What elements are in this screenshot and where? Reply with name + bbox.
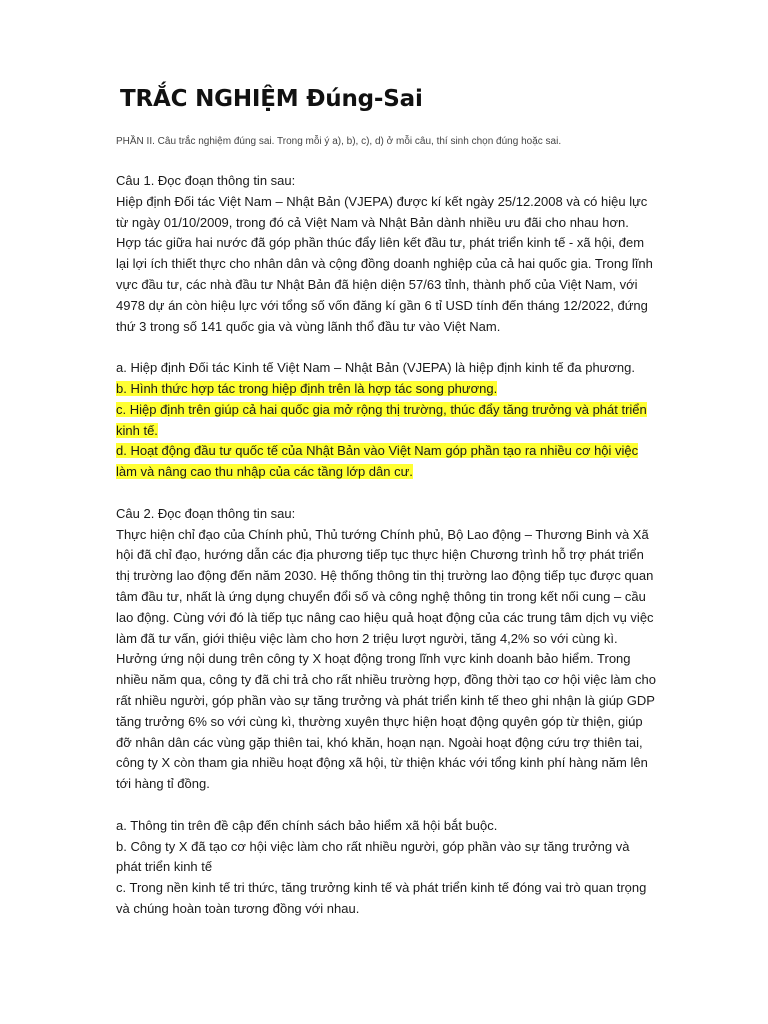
question-1-passage-line: Hiệp định Đối tác Việt Nam – Nhật Bản (VJEPA) được kí kết ngày 25/12.2008 và có hiệu lực (116, 193, 648, 209)
question-1-option-d: d. Hoạt động đầu tư quốc tế của Nhật Bản vào Việt Nam góp phần tạo ra nhiều cơ hội việc (116, 443, 639, 459)
section-instructions: PHẦN II. Câu trắc nghiệm đúng sai. Trong mỗi ý a), b), c), d) ở mỗi câu, thí sinh chọn đúng hoặc sai. (116, 136, 562, 147)
question-2-passage-line: tâm đầu tư, nhất là ứng dụng chuyển đổi số và công nghệ thông tin trong kết nối cung – cầu (116, 588, 646, 604)
question-2-passage-line: Hưởng ứng nội dung trên công ty X hoạt động trong lĩnh vực kinh doanh bảo hiểm. Trong (116, 651, 631, 667)
question-2-option-b: b. Công ty X đã tạo cơ hội việc làm cho rất nhiều người, góp phần vào sự tăng trưởng và (116, 838, 630, 854)
question-2-passage-line: làm đã tư vấn, giới thiệu việc làm cho hơn 2 triệu lượt người, tăng 4,2% so với cùng kì. (116, 630, 618, 646)
question-2-passage-line: hội đã chỉ đạo, hướng dẫn các địa phương tiếp tục thực hiện Chương trình hỗ trợ phát triển (116, 547, 644, 563)
question-2-passage-line: đỡ nhân dân các vùng gặp thiên tai, khó khăn, hoạn nạn. Ngoài hoạt động cứu trợ thiên tai, (116, 734, 643, 750)
question-2-passage-line: Thực hiện chỉ đạo của Chính phủ, Thủ tướng Chính phủ, Bộ Lao động – Thương Binh và Xã (116, 526, 649, 542)
question-1-passage-line: 4978 dự án còn hiệu lực với tổng số vốn đăng kí gần 6 tỉ USD tính đến tháng 12/2022, đứng (116, 297, 648, 313)
question-2-option-c-cont: và chúng hoàn toàn tương đồng với nhau. (116, 900, 360, 916)
question-1-option-a: a. Hiệp định Đối tác Kinh tế Việt Nam – Nhật Bản (VJEPA) là hiệp định kinh tế đa phương. (116, 360, 635, 376)
question-1-option-b: b. Hình thức hợp tác trong hiệp định trên là hợp tác song phương. (116, 380, 498, 396)
question-2-passage-line: thị trường lao động đến năm 2030. Hệ thống thông tin thị trường lao động tiếp tục được quan (116, 568, 654, 584)
question-2-passage-line: rất nhiều người, góp phần vào sự tăng trưởng và phát triển kinh tế theo ghi nhận là giúp GDP (116, 692, 655, 708)
spacer (116, 483, 656, 504)
question-2-option-c: c. Trong nền kinh tế tri thức, tăng trưởng kinh tế và phát triển kinh tế đóng vai trò quan trọng (116, 880, 647, 896)
question-2-passage-line: lao động. Cùng với đó là tiếp tục nâng cao hiệu quả hoạt động của các trung tâm dịch vụ việc (116, 609, 654, 625)
document-body (116, 171, 656, 920)
question-1-heading: Câu 1. Đọc đoạn thông tin sau: (116, 173, 296, 188)
question-2-passage-line: tới hàng tỉ đồng. (116, 776, 210, 792)
document-title: TRẮC NGHIỆM Đúng-Sai (120, 86, 423, 112)
question-1-passage-line: từ ngày 01/10/2009, trong đó cả Việt Nam và Nhật Bản dành nhiều ưu đãi cho nhau hơn. (116, 214, 629, 230)
spacer (116, 795, 656, 816)
question-2-option-a: a. Thông tin trên đề cập đến chính sách bảo hiểm xã hội bắt buộc. (116, 817, 498, 833)
question-2-passage-line: công ty X còn tham gia nhiều hoạt động xã hội, từ thiện khác với tổng kinh phí hàng năm lên (116, 755, 648, 771)
question-1-option-c: c. Hiệp định trên giúp cả hai quốc gia mở rộng thị trường, thúc đẩy tăng trưởng và phát triển (116, 401, 647, 417)
question-2-passage-line: tăng trưởng 6% so với cùng kì, thường xuyên thực hiện hoạt động quyên góp từ thiện, giúp (116, 713, 643, 729)
question-1-passage-line: lại lợi ích thiết thực cho nhân dân và cộng đồng doanh nghiệp của cả hai quốc gia. Trong lĩnh (116, 256, 653, 272)
question-2-passage-line: nhiều năm qua, công ty đã chi trả cho rất nhiều trường hợp, đồng thời tạo cơ hội việc làm cho (116, 672, 656, 688)
question-2-heading: Câu 2. Đọc đoạn thông tin sau: (116, 505, 296, 521)
question-1-passage-line: thứ 3 trong số 141 quốc gia và vùng lãnh thổ đầu tư vào Việt Nam. (116, 318, 501, 334)
question-1-passage-line: Hợp tác giữa hai nước đã góp phần thúc đẩy liên kết đầu tư, phát triển kinh tế - xã hội, đem (116, 235, 645, 251)
question-1-option-c-cont: kinh tế. (116, 422, 158, 438)
question-1-option-d-cont: làm và nâng cao thu nhập của các tầng lớp dân cư. (116, 464, 413, 480)
question-2-option-b-cont: phát triển kinh tế (116, 859, 213, 875)
spacer (116, 337, 656, 358)
question-1-passage-line: vực đầu tư, các nhà đầu tư Nhật Bản đã hiện diện 57/63 tỉnh, thành phố của Việt Nam, với (116, 276, 638, 292)
